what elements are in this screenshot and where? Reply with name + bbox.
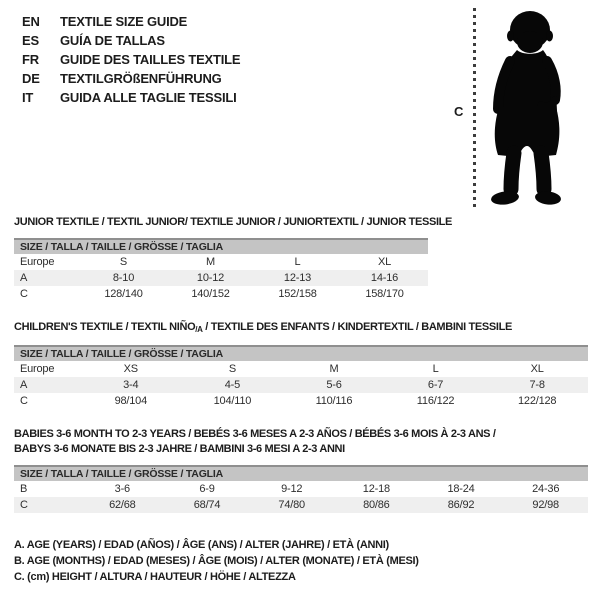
guide-title-text: TEXTILGRÖßENFÜHRUNG: [60, 71, 222, 86]
size-table-row: [14, 361, 588, 377]
size-value-cell: 80/86: [363, 499, 390, 511]
row-label: Europe: [20, 256, 55, 268]
title-text: /A: [195, 325, 203, 334]
row-label: C: [20, 395, 28, 407]
guide-title-text: TEXTILE SIZE GUIDE: [60, 14, 188, 29]
children-section-title: [14, 320, 588, 337]
size-value-cell: 62/68: [109, 499, 136, 511]
guide-title-text: GUIDA ALLE TAGLIE TESSILI: [60, 90, 237, 105]
size-table-row: [14, 497, 588, 513]
title-text: JUNIOR TEXTILE / TEXTIL JUNIOR/ TEXTILE JUNIOR / JUNIORTEXTIL / JUNIOR TESSILE: [14, 216, 453, 228]
size-value-cell: 12-18: [362, 483, 390, 495]
size-value-cell: 3-4: [123, 379, 139, 391]
section-title-line: [14, 320, 588, 337]
size-table-row: [14, 254, 428, 270]
guide-title-text: GUIDE DES TAILLES TEXTILE: [60, 52, 241, 67]
size-value-cell: 116/122: [416, 395, 455, 407]
size-header-band: SIZE / TALLA / TAILLE / GRÖSSE / TAGLIA: [14, 345, 588, 361]
size-value-cell: M: [329, 363, 339, 375]
language-row: [22, 12, 240, 31]
size-value-cell: 152/158: [278, 288, 317, 300]
size-value-cell: 12-13: [283, 272, 312, 284]
size-value-cell: 104/110: [213, 395, 252, 407]
junior-section-title: [14, 215, 453, 230]
row-label: Europe: [20, 363, 55, 375]
language-row: [22, 69, 240, 88]
children-size-table: [14, 361, 588, 409]
size-value-cell: XL: [377, 256, 392, 268]
title-text: BABIES 3-6 MONTH TO 2-3 YEARS / BEBÉS 3-6 MESES A 2-3 AÑOS / BÉBÉS 3-6 MOIS À 2-3 ANS /: [14, 428, 496, 440]
size-value-cell: S: [119, 256, 128, 268]
section-title-line: [14, 442, 588, 457]
footnote-line: B. AGE (MONTHS) / EDAD (MESES) / ÂGE (MOIS) / ALTER (MONATE) / ETÀ (MESI): [14, 555, 419, 567]
row-label: C: [20, 499, 28, 511]
footnotes: [14, 537, 419, 585]
title-text: BABYS 3-6 MONATE BIS 2-3 JAHRE / BAMBINI 3-6 MESI A 2-3 ANNI: [14, 443, 345, 455]
language-title-list: [22, 12, 240, 107]
row-label: A: [20, 379, 28, 391]
size-value-cell: 9-12: [281, 483, 303, 495]
size-value-cell: XL: [530, 363, 544, 375]
size-value-cell: M: [206, 256, 215, 268]
size-value-cell: 68/74: [193, 499, 221, 511]
size-value-cell: 98/104: [114, 395, 148, 407]
size-table-row: [14, 377, 588, 393]
language-code: EN: [22, 14, 40, 29]
row-label: C: [20, 288, 28, 300]
size-value-cell: 128/140: [104, 288, 143, 300]
size-value-cell: 6-9: [199, 483, 215, 495]
size-value-cell: 10-12: [196, 272, 225, 284]
language-code: DE: [22, 71, 40, 86]
size-value-cell: 74/80: [278, 499, 305, 511]
row-label: A: [20, 272, 28, 284]
size-value-cell: 14-16: [370, 272, 399, 284]
size-value-cell: 7-8: [529, 379, 545, 391]
babies-section-title: [14, 427, 588, 457]
size-value-cell: 122/128: [517, 395, 557, 407]
size-value-cell: 158/170: [365, 288, 404, 300]
size-value-cell: 140/152: [191, 288, 230, 300]
size-value-cell: 8-10: [112, 272, 135, 284]
language-code: FR: [22, 52, 39, 67]
footnote-line: A. AGE (YEARS) / EDAD (AÑOS) / ÂGE (ANS) / ALTER (JAHRE) / ETÀ (ANNI): [14, 539, 389, 551]
size-value-cell: 5-6: [326, 379, 342, 391]
size-table-row: [14, 270, 428, 286]
height-measure-label: C: [454, 104, 464, 119]
babies-textile-section: [14, 427, 588, 513]
size-value-cell: L: [432, 363, 439, 375]
height-measure-dashed-line: [473, 8, 476, 211]
section-title-line: [14, 427, 588, 442]
junior-size-table: [14, 254, 428, 302]
size-table-row: [14, 393, 588, 409]
children-textile-section: [14, 320, 588, 409]
row-label: B: [20, 483, 28, 495]
title-text: / TEXTILE DES ENFANTS / KINDERTEXTIL / BAMBINI TESSILE: [202, 321, 512, 333]
size-value-cell: L: [294, 256, 301, 268]
language-code: ES: [22, 33, 39, 48]
size-table-row: [14, 286, 428, 302]
toddler-silhouette-image: [484, 9, 570, 209]
size-value-cell: 24-36: [532, 483, 560, 495]
language-row: [22, 88, 240, 107]
size-header-band: SIZE / TALLA / TAILLE / GRÖSSE / TAGLIA: [14, 465, 588, 481]
size-value-cell: 3-6: [114, 483, 130, 495]
size-value-cell: S: [228, 363, 236, 375]
language-row: [22, 31, 240, 50]
size-value-cell: 110/116: [315, 395, 353, 407]
title-text: CHILDREN'S TEXTILE / TEXTIL NIÑO: [14, 321, 196, 333]
size-value-cell: XS: [123, 363, 138, 375]
size-value-cell: 4-5: [224, 379, 241, 391]
language-code: IT: [22, 90, 34, 105]
size-value-cell: 86/92: [447, 499, 475, 511]
language-row: [22, 50, 240, 69]
size-header-band: SIZE / TALLA / TAILLE / GRÖSSE / TAGLIA: [14, 238, 428, 254]
guide-title-text: GUÍA DE TALLAS: [60, 33, 165, 48]
size-value-cell: 92/98: [532, 499, 559, 511]
babies-size-table: [14, 481, 588, 513]
section-title-line: [14, 215, 453, 230]
size-value-cell: 18-24: [447, 483, 475, 495]
junior-textile-section: [14, 215, 453, 302]
size-table-row: [14, 481, 588, 497]
size-value-cell: 6-7: [427, 379, 444, 391]
footnote-line: C. (cm) HEIGHT / ALTURA / HAUTEUR / HÖHE / ALTEZZA: [14, 571, 296, 583]
